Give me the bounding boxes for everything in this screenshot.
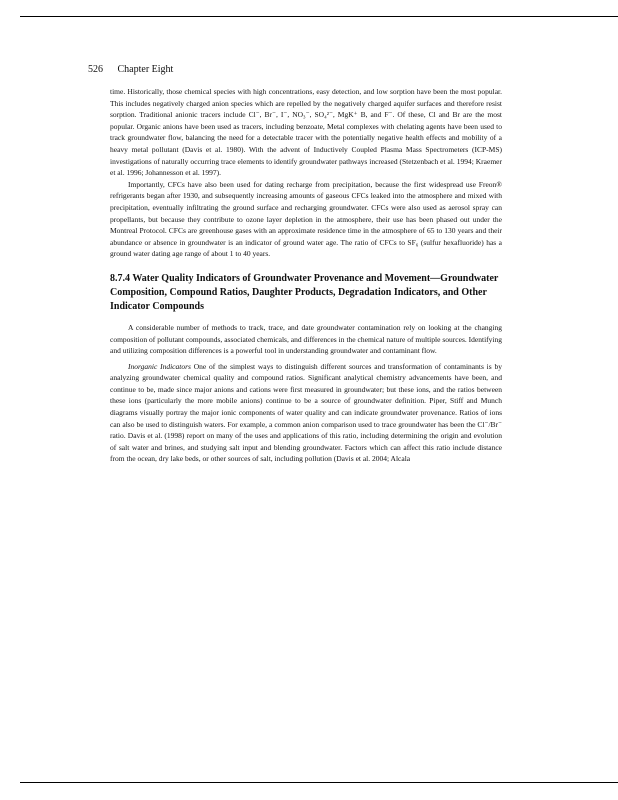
subsection-title: Inorganic Indicators [128, 361, 191, 371]
top-rule [20, 16, 618, 17]
section-heading: 8.7.4 Water Quality Indicators of Groundwater Provenance and Movement—Groundwater Composition, Compound Ratios, Daughter Products, Degradation Indicators, and Other Indicator Compounds [110, 272, 499, 312]
chapter-title: Chapter Eight [117, 64, 174, 75]
paragraph-inorganic-indicators [110, 361, 502, 465]
paragraph-inorganic-text: One of the simplest ways to distinguish different sources and transformation of contaminants is by analyzing groundwater chemical quality and compound ratios. Significant analytical chemistry advancements have been, and continue to be, made since major anions and cations were first measured in groundwater; but these ions, and the ratios between these ions (particularly the more mobile anions) continue to be a source of groundwater definition. Piper, Stiff and Munch diagrams visually portray the major ionic components of water quality and can indicate groundwater provenance. Ratios of ions can also be used to distinguish waters. For example, a common anion comparison used to trace groundwater has been the Cl⁻/Br⁻ ratio. Davis et al. (1998) report on many of the uses and applications of this ratio, including determining the origin and evolution of salt water and brines, and studying salt input and blending groundwater. Factors which can affect this ratio include distance from the ocean, dry lake beds, or other sources of salt, including pollution (Davis et al. 2004; Alcala [110, 361, 502, 464]
bottom-rule [20, 782, 618, 783]
page-body [110, 86, 502, 465]
paragraph-methods: A considerable number of methods to track, trace, and date groundwater contamination rely on looking at the changing composition of pollutant compounds, associated chemicals, and differences in the chemical nature of multiple sources. Identifying and utilizing composition differences is a powerful tool in understanding groundwater and contaminant flow. [110, 322, 502, 356]
paragraph-cfcs: Importantly, CFCs have also been used for dating recharge from precipitation, because the first widespread use Freon® refrigerants began after 1930, and subsequently increasing amounts of gaseous CFCs leaked into the atmosphere and mixed with precipitation, eventually infiltrating the ground surface and recharging groundwater. CFCs were also used as aerosol spray can propellants, but because they contribute to ozone layer depletion in the atmosphere, their use has been phased out under the Montreal Protocol. CFCs are greenhouse gases with an approximate residence time in the atmosphere of 65 to 130 years and their abundance or absence in groundwater is an indicator of ground water age. The ratio of CFCs to SF₆ (sulfur hexafluoride) has a ground water dating age range of about 1 to 40 years. [110, 179, 502, 259]
paragraph-tracers: time. Historically, those chemical species with high concentrations, easy detection, and low sorption have been the most popular. This includes negatively charged anion species which are repelled by the negatively charged aquifer surfaces and therefore resist sorption. Traditional anionic tracers include Cl⁻, Br⁻, I⁻, NO₃⁻, SO₄²⁻, MgK⁺ B, and F⁻. Of these, Cl and Br are the most popular. Organic anions have been used as tracers, including benzoate, Metal complexes with chelating agents have been used to track groundwater flow, balancing the need for a detectable tracer with the potentially negative health effects and mobility of a heavy metal pollutant (Davis et al. 1980). With the advent of Inductively Coupled Plasma Mass Spectrometers (ICP-MS) investigations of naturally occurring trace elements to identify groundwater pathways increased (Stetzenbach et al. 1994; Kraemer et al. 1996; Johannesson et al. 1997). [110, 87, 502, 178]
page-number: 526 [88, 64, 103, 75]
running-head [88, 64, 185, 75]
